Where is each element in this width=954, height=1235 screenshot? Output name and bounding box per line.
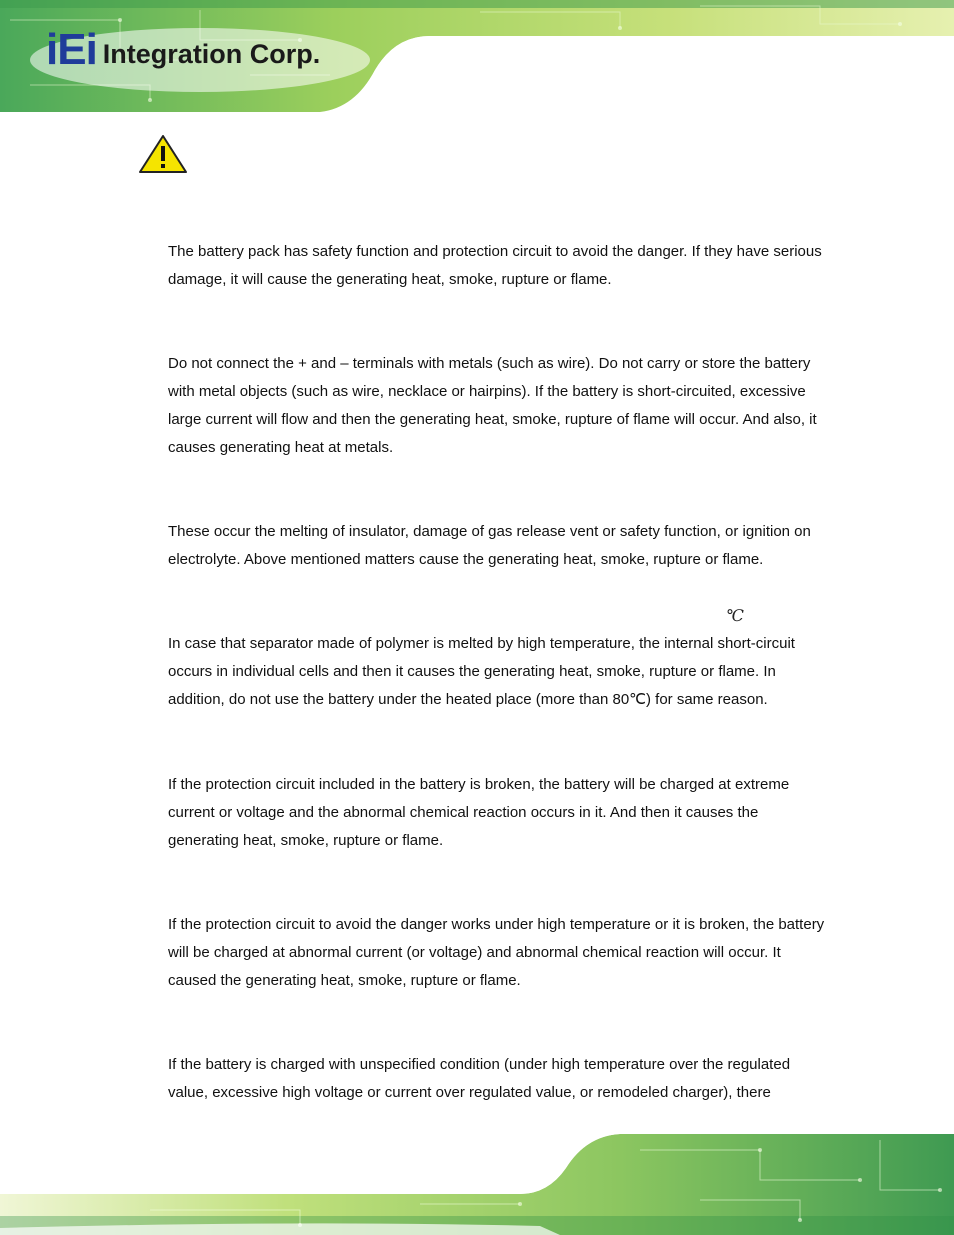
logo-mark: iEi [46, 25, 97, 74]
paragraph-short-circuit: Do not connect the + and – terminals with metals (such as wire). Do not carry or store the battery with metal objects (such as wire, necklace or hairpins). If the battery is short-circuited, excessive large current will flow and then the generating heat, smoke, rupture of flame will occur. And also, it causes generating heat at metals. [168, 355, 817, 456]
paragraph-protection-broken: If the protection circuit included in the battery is broken, the battery will be charged at extreme current or voltage and the abnormal chemical reaction occurs in it. And then it causes the generating heat, smoke, rupture or flame. [168, 776, 790, 849]
paragraph-unspecified-condition: If the battery is charged with unspecified condition (under high temperature over the regulated value, excessive high voltage or current over regulated value, or remodeled charger), there [168, 1056, 791, 1101]
paragraph-insulator: These occur the melting of insulator, damage of gas release vent or safety function, or ignition on electrolyte. Above mentioned matters cause the generating heat, smoke, rupture or flame. [168, 523, 811, 568]
paragraph-high-temperature: If the protection circuit to avoid the danger works under high temperature or it is broken, the battery will be charged at abnormal current (or voltage) and abnormal chemical reaction will occur. It caused the generating heat, smoke, rupture or flame. [168, 916, 825, 989]
footer-banner [0, 1130, 954, 1235]
paragraph-safety-function: The battery pack has safety function and protection circuit to avoid the danger. If they have serious damage, it will cause the generating heat, smoke, rupture or flame. [168, 243, 822, 288]
company-logo [46, 26, 320, 72]
stray-degree-symbol: ℃ [726, 606, 744, 625]
logo-text: Integration Corp. [102, 39, 321, 69]
warning-triangle-icon [138, 134, 188, 174]
paragraph-separator: In case that separator made of polymer is melted by high temperature, the internal short-circuit occurs in individual cells and then it causes the generating heat, smoke, rupture or flame. In addition, do not use the battery under the heated place (more than 80℃) for same reason. [168, 635, 795, 708]
